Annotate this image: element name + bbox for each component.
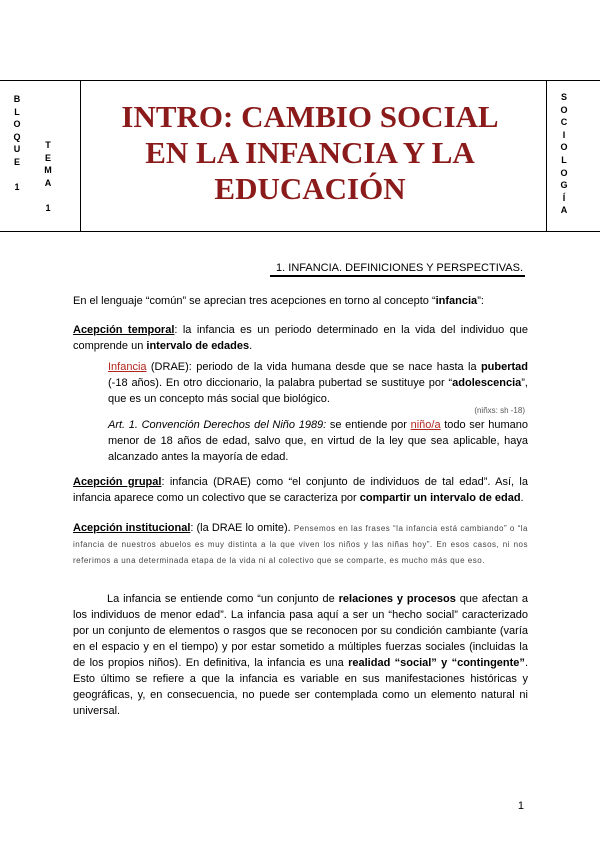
tema-letter: 1 — [45, 202, 51, 213]
convencion-quote: Art. 1. Convención Derechos del Niño 1989: se entiende por niño/a todo ser humano menor de 18 años de edad, salvo que, en virtud de la ley que sea aplicable, haya alcanzado antes la mayoría de edad. — [108, 419, 528, 463]
sociologia-letter: O — [560, 104, 568, 115]
bloque-letter: L — [14, 106, 20, 117]
sociologia-letter: C — [560, 117, 568, 128]
intro-paragraph: En el lenguaje “común” se aprecian tres acepciones en torno al concepto “infancia”: — [73, 295, 484, 307]
page-title: INTRO: CAMBIO SOCIAL EN LA INFANCIA Y LA EDUCACIÓN — [121, 99, 499, 206]
tema-letter — [43, 189, 53, 202]
institucional-paragraph: Acepción institucional: (la DRAE lo omite). Pensemos en las frases “la infancia está cambiando” o “la infancia de nuestros abuelos es muy distinta a la que viven los niños y las niñas hoy”. En esos casos, ni nos referimos a una determinada etapa de la vida ni al colectivo que se comparte, es mucho más que eso. — [73, 522, 528, 565]
sociologia-label — [559, 91, 569, 217]
sociologia-letter: O — [560, 142, 568, 153]
divider — [546, 81, 547, 231]
sociologia-letter: O — [560, 167, 568, 178]
section-title: 1. INFANCIA. DEFINICIONES Y PERSPECTIVAS. — [270, 262, 525, 277]
bloque-letter: Q — [13, 131, 21, 142]
bloque-letter — [12, 169, 22, 182]
bloque-label — [12, 93, 22, 194]
drae-quote: Infancia (DRAE): periodo de la vida humana desde que se nace hasta la pubertad (-18 años). En otro diccionario, la palabra pubertad se sustituye por “adolescencia”, que es un concepto más social que biológico. — [108, 361, 528, 405]
sociologia-letter: L — [561, 154, 567, 165]
divider — [80, 81, 81, 231]
reference-note: (niñxs: sh -18) — [474, 406, 525, 415]
grupal-paragraph: Acepción grupal: infancia (DRAE) como “el conjunto de individuos de tal edad”. Así, la infancia aparece como un colectivo que se caracteriza por compartir un intervalo de edad. — [73, 476, 528, 504]
bloque-letter: E — [13, 156, 20, 167]
page-number: 1 — [517, 800, 524, 812]
tema-letter: E — [44, 152, 51, 163]
temporal-paragraph: Acepción temporal: la infancia es un periodo determinado en la vida del individuo que comprende un intervalo de edades. — [73, 324, 528, 352]
bloque-letter: U — [13, 144, 21, 155]
bloque-letter: 1 — [14, 182, 20, 193]
tema-letter: A — [44, 177, 52, 188]
header-banner — [0, 80, 600, 232]
tema-letter: M — [44, 165, 52, 176]
sociologia-letter: I — [562, 129, 566, 140]
sociologia-letter: G — [560, 180, 568, 191]
bloque-letter: O — [13, 119, 21, 130]
tema-letter: T — [45, 140, 51, 150]
sociologia-letter: Í — [562, 192, 566, 203]
conclusion-paragraph: La infancia se entiende como “un conjunto de relaciones y procesos que afectan a los individuos de menor edad”. La infancia pasa aquí a ser un “hecho social” caracterizado por un conjunto de elementos o rasgos que se reconocen por su condición cambiante (varía en el espacio y en el tiempo) y por estar sometido a múltiples fuerzas sociales (incluidas la de los propios niños). En definitiva, la infancia es una realidad “social” y “contingente”. Esto último se refiere a que la infancia es variable en sus manifestaciones históricas y geográficas, y, en consecuencia, no puede ser contemplada como un elemento natural ni universal. — [73, 593, 528, 717]
sociologia-letter: A — [560, 205, 568, 216]
tema-label — [43, 139, 53, 215]
sociologia-letter: S — [560, 92, 567, 102]
bloque-letter: B — [13, 94, 21, 104]
